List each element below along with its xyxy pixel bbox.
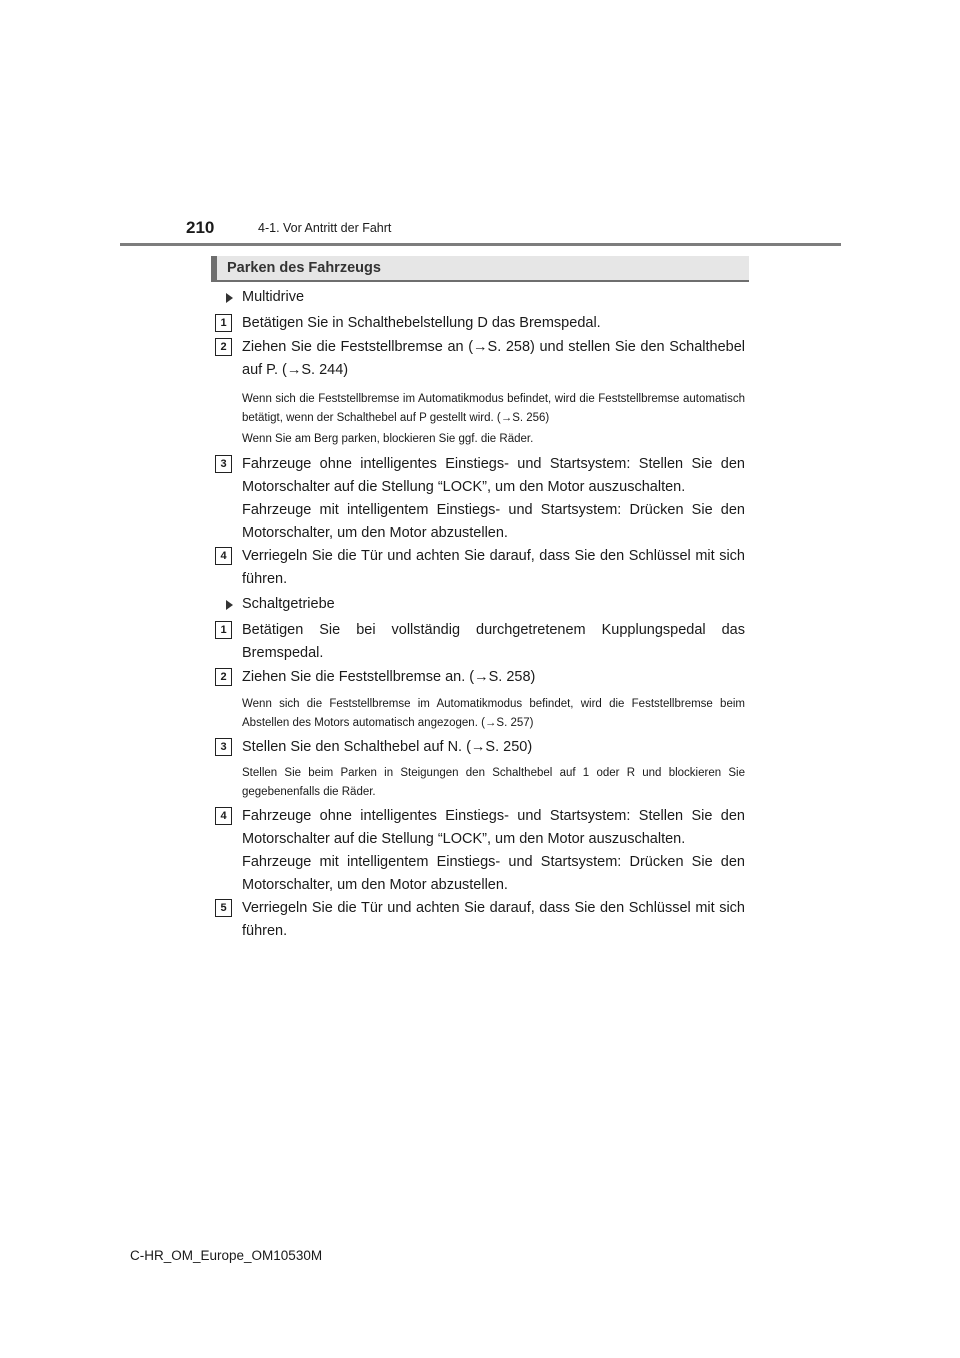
step-text-continuation: Fahrzeuge mit intelligentem Einstiegs- und Startsystem: Drücken Sie den Motorschalter, um den Motor abzustellen. [242,502,745,541]
step-text: Verriegeln Sie die Tür und achten Sie darauf, dass Sie den Schlüssel mit sich führen. [242,548,745,587]
step-text: Ziehen Sie die Feststellbremse an (→S. 258) und stellen Sie den Schalthebel auf P. (→S. 244) [242,339,745,378]
section-heading-text: Parken des Fahrzeugs [227,260,381,276]
document-footer: C-HR_OM_Europe_OM10530M [130,1248,323,1263]
step-number-box: 5 [215,899,232,917]
step-text: Ziehen Sie die Feststellbremse an. (→S. 258) [242,669,536,685]
step-number-box: 2 [215,668,232,686]
heading-accent-bar [211,256,217,282]
step-number-box: 1 [215,314,232,332]
step-number-box: 1 [215,621,232,639]
step-text-continuation: Fahrzeuge mit intelligentem Einstiegs- und Startsystem: Drücken Sie den Motorschalter, um den Motor abzustellen. [242,854,745,893]
step-number-box: 4 [215,547,232,565]
step-note: Stellen Sie beim Parken in Steigungen den Schalthebel auf 1 oder R und blockieren Sie gegebenenfalls die Räder. [242,767,745,798]
step-note: Wenn sich die Feststellbremse im Automatikmodus befindet, wird die Feststellbremse beim Abstellen des Motors automatisch angezogen. (→S. 257) [242,698,745,729]
subsection-label-multidrive: Multidrive [242,289,305,305]
step-number-box: 4 [215,807,232,825]
header-divider [120,243,841,246]
step-text: Stellen Sie den Schalthebel auf N. (→S. 250) [242,739,533,755]
step-number-box: 2 [215,338,232,356]
section-heading [211,256,749,282]
section-label: 4-1. Vor Antritt der Fahrt [258,221,392,235]
subsection-label-manual: Schaltgetriebe [242,596,335,612]
triangle-bullet-icon [226,600,233,610]
step-text: Verriegeln Sie die Tür und achten Sie darauf, dass Sie den Schlüssel mit sich führen. [242,900,745,939]
step-number-box: 3 [215,738,232,756]
page-number: 210 [186,218,215,237]
triangle-bullet-icon [226,293,233,303]
step-text: Betätigen Sie bei vollständig durchgetretenem Kupplungspedal das Bremspedal. [242,622,745,661]
step-text: Betätigen Sie in Schalthebelstellung D das Bremspedal. [242,315,601,331]
step-text: Fahrzeuge ohne intelligentes Einstiegs- und Startsystem: Stellen Sie den Motorschalter auf die Stellung “LOCK”, um den Motor auszuschalten. [242,456,745,495]
step-note: Wenn Sie am Berg parken, blockieren Sie ggf. die Räder. [242,433,534,445]
step-text: Fahrzeuge ohne intelligentes Einstiegs- und Startsystem: Stellen Sie den Motorschalter auf die Stellung “LOCK”, um den Motor auszuschalten. [242,808,745,847]
step-number-box: 3 [215,455,232,473]
step-note: Wenn sich die Feststellbremse im Automatikmodus befindet, wird die Feststellbremse automatisch betätigt, wenn der Schalthebel auf P gestellt wird. (→S. 256) [242,393,745,424]
